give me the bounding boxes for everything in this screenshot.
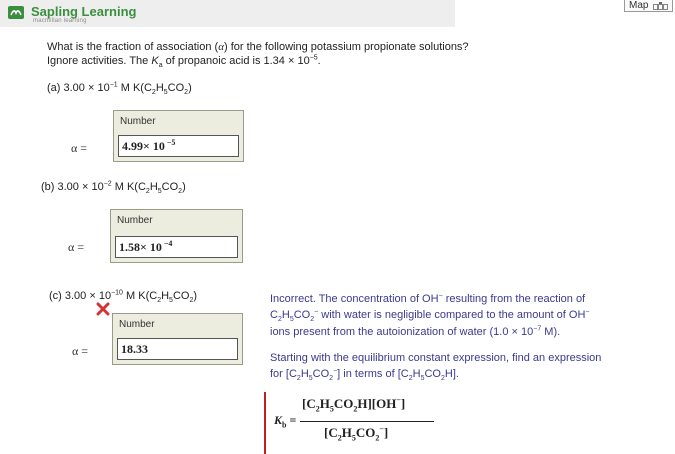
incorrect-x-icon: [96, 302, 110, 316]
sapling-logo-icon: [8, 6, 24, 19]
feedback-line-2: $C_2H_5CO_2^-$ with water is negligible compared to the amount of OH−: [270, 308, 590, 324]
kb-symbol: $K_b$ =: [274, 413, 297, 430]
part-b-answer-field[interactable]: 1.58× 10 $^{-4}$: [115, 236, 238, 258]
part-c-number-box: [112, 313, 243, 365]
header-bar: [0, 0, 455, 27]
part-c-answer-field[interactable]: 18.33: [117, 338, 238, 360]
map-button[interactable]: [624, 0, 673, 12]
part-a-number-box: [113, 110, 244, 162]
part-a-label: (a) $3.00 \times 10^{-1}$ M $K(C_2H_5CO_2)$: [47, 81, 192, 97]
feedback-line-1: Incorrect. The concentration of OH− resulting from the reaction of: [270, 292, 586, 305]
question-line-1: What is the fraction of association (α) for the following potassium propionate solutions?: [47, 41, 469, 53]
fraction-bar: [300, 421, 434, 422]
part-c-alpha: α =: [72, 344, 89, 358]
feedback-status: Incorrect.: [270, 293, 316, 305]
kb-equation: [264, 392, 437, 454]
feedback-line-3: ions present from the autoionization of water ($1.0 \times 10^{-7}$ M).: [270, 325, 561, 338]
feedback-line-5: for $[C_2H_5CO_2^-]$ in terms of $[C_2H_5CO_2H]$.: [270, 367, 459, 383]
part-b-label: (b) $3.00 \times 10^{-2}$ M $K(C_2H_5CO_2)$: [41, 180, 186, 196]
part-b-alpha: α =: [68, 240, 85, 254]
number-label: Number: [119, 319, 155, 330]
feedback-line-4: Starting with the equilibrium constant expression, find an expression: [270, 352, 602, 364]
brand-subtitle: macmillan learning: [33, 18, 87, 24]
part-b-number-box: [110, 209, 243, 263]
number-label: Number: [117, 215, 153, 226]
map-grid-icon: [653, 2, 669, 10]
kb-numerator: $[C_2H_5CO_2H][OH^-]$: [302, 395, 406, 414]
part-a-answer-field[interactable]: 4.99× 10 $^{-5}$: [118, 135, 239, 157]
part-a-alpha: α =: [71, 141, 88, 155]
brand-name[interactable]: Sapling Learning: [31, 4, 137, 19]
part-c-label: (c) $3.00 \times 10^{-10}$ M $K(C_2H_5CO_2)$: [49, 289, 198, 305]
map-label: Map: [629, 0, 649, 11]
kb-denominator: $[C_2H_5CO_2^-]$: [324, 424, 389, 443]
number-label: Number: [120, 116, 156, 127]
question-line-2: Ignore activities. The $K_a$ of propanoic acid is $1.34 \times 10^{-5}$.: [47, 54, 321, 70]
